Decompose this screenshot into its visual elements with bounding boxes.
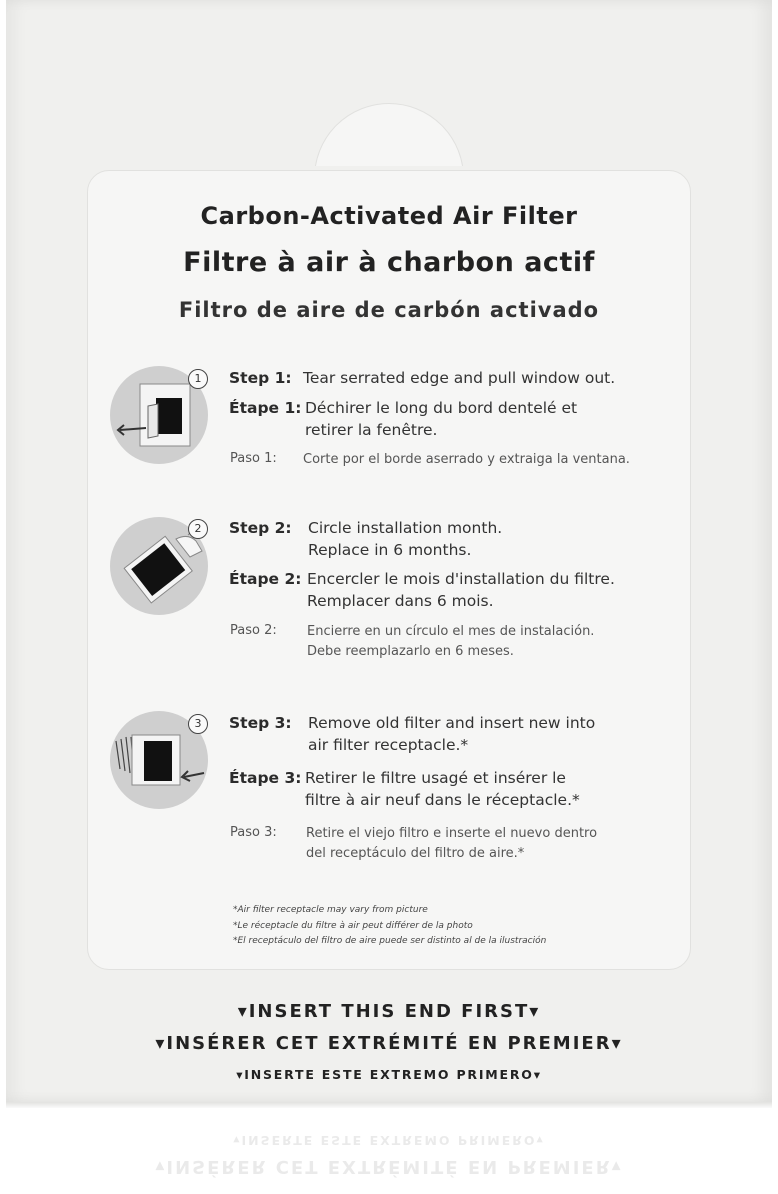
reflection-fr: ▾INSÉRER CET EXTRÉMITÉ EN PREMIER▾ (155, 1156, 623, 1177)
footnotes (233, 903, 546, 950)
insert-end-first-es: ▾INSERTE ESTE EXTREMO PRIMERO▾ (236, 1067, 542, 1082)
step-1-fr-text-line-2: retirer la fenêtre. (305, 421, 438, 439)
step-3-en-text-line-2: air filter receptacle.* (308, 736, 469, 754)
insert-end-first-fr: ▾INSÉRER CET EXTRÉMITÉ EN PREMIER▾ (155, 1033, 623, 1054)
insert-end-first-en: ▾INSERT THIS END FIRST▾ (237, 1001, 541, 1022)
step-2-en-text-line-2: Replace in 6 months. (308, 541, 472, 559)
step-2-es-text-line-1: Encierre en un círculo el mes de instalación. (307, 624, 595, 639)
step-1-fr-label: Étape 1: (229, 399, 302, 417)
step-3-es-label: Paso 3: (230, 825, 277, 840)
step-3-fr-label: Étape 3: (229, 769, 302, 787)
step-1-fr-text-line-1: Déchirer le long du bord dentelé et (305, 399, 578, 417)
step-1-number: 1 (188, 369, 208, 389)
step-1-es-label: Paso 1: (230, 451, 277, 466)
reflection-es: ▾INSERTE ESTE EXTREMO PRIMERO▾ (233, 1133, 545, 1148)
step-3-en-label: Step 3: (229, 714, 292, 732)
footnote-es: *El receptáculo del filtro de aire puede ser distinto al de la ilustración (233, 936, 547, 946)
footnote-en: *Air filter receptacle may vary from picture (233, 905, 428, 915)
step-3-number: 3 (188, 714, 208, 734)
step-2-es-text-line-2: Debe reemplazarlo en 6 meses. (307, 644, 514, 659)
step-3-es-text-line-1: Retire el viejo filtro e inserte el nuevo dentro (306, 826, 598, 841)
step-2-es-label: Paso 2: (230, 623, 277, 638)
step-3-en-text-line-1: Remove old filter and insert new into (308, 714, 596, 732)
footnote-fr: *Le réceptacle du filtre à air peut différer de la photo (233, 920, 473, 931)
box-bottom-edge (6, 1102, 772, 1108)
title-es: Filtro de aire de carbón activado (178, 298, 600, 322)
title-en: Carbon-Activated Air Filter (200, 202, 578, 230)
step-3-fr-text-line-2: filtre à air neuf dans le réceptacle.* (305, 791, 580, 809)
step-3-fr-text-line-1: Retirer le filtre usagé et insérer le (305, 769, 566, 787)
step-1-es-text-line-1: Corte por el borde aserrado y extraiga la ventana. (303, 452, 630, 467)
step-1-en-label: Step 1: (229, 369, 292, 387)
step-2-en-label: Step 2: (229, 519, 292, 537)
step-2-en-text-line-1: Circle installation month. (308, 519, 503, 537)
step-2-fr-text-line-2: Remplacer dans 6 mois. (307, 592, 494, 610)
step-2-fr-text-line-1: Encercler le mois d'installation du filtre. (307, 570, 615, 588)
step-2-number: 2 (188, 519, 208, 539)
step-1-en-text-line-1: Tear serrated edge and pull window out. (303, 369, 616, 387)
step-3-es-text-line-2: del receptáculo del filtro de aire.* (306, 846, 525, 861)
title-fr: Filtre à air à charbon actif (183, 247, 595, 278)
step-2-fr-label: Étape 2: (229, 570, 302, 588)
